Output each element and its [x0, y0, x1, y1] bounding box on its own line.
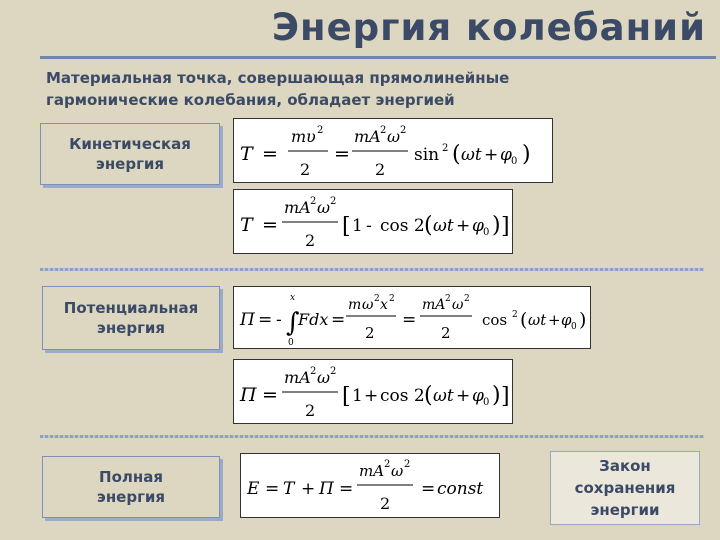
- svg-text:-: -: [366, 216, 372, 236]
- svg-text:(: (: [452, 142, 461, 167]
- svg-text:=: =: [262, 384, 278, 406]
- svg-text:0: 0: [571, 322, 577, 332]
- svg-text:ωt: ωt: [461, 145, 482, 165]
- svg-text:2: 2: [512, 310, 518, 320]
- svg-text:2: 2: [374, 294, 380, 304]
- svg-text:2: 2: [380, 125, 387, 136]
- svg-text:ωt: ωt: [433, 216, 454, 236]
- svg-text:cos 2: cos 2: [380, 386, 425, 406]
- svg-text:+: +: [484, 145, 499, 165]
- svg-text:ω: ω: [391, 462, 404, 480]
- intro-text: Материальная точка, совершающая прямолинейные гармонические колебания, обладает энергией: [46, 69, 510, 109]
- svg-text:T: T: [240, 143, 253, 165]
- svg-text:(: (: [520, 309, 528, 331]
- svg-text:П: П: [240, 310, 255, 330]
- kinetic-formula-2: [233, 189, 513, 254]
- svg-text:=: =: [262, 214, 278, 236]
- total-energy-formula-svg: [241, 454, 499, 517]
- svg-text:φ: φ: [472, 386, 484, 406]
- svg-text:E: E: [247, 479, 260, 499]
- svg-text:0: 0: [511, 156, 518, 167]
- svg-text:): ): [522, 142, 531, 167]
- svg-text:(: (: [424, 383, 433, 408]
- svg-text:m: m: [291, 127, 307, 146]
- conservation-law-box: Закон сохранения энергии: [550, 451, 700, 525]
- svg-text:0: 0: [483, 227, 490, 238]
- page-title: Энергия колебаний: [271, 6, 706, 49]
- svg-text:+: +: [456, 386, 471, 406]
- svg-text:2: 2: [317, 125, 324, 136]
- total-energy-formula: [240, 453, 500, 518]
- svg-text:ω: ω: [317, 198, 331, 217]
- svg-text:[: [: [342, 384, 351, 409]
- svg-text:2: 2: [380, 494, 391, 513]
- svg-text:=: =: [334, 143, 350, 165]
- potential-formula-2-svg: [234, 360, 512, 423]
- svg-text:+: +: [364, 386, 379, 406]
- svg-text:2: 2: [441, 324, 451, 342]
- svg-text:T: T: [283, 479, 295, 499]
- svg-text:2: 2: [365, 324, 375, 342]
- svg-text:(: (: [424, 213, 433, 238]
- svg-text:cos 2: cos 2: [380, 216, 425, 236]
- svg-text:+: +: [456, 216, 471, 236]
- svg-text:П: П: [319, 479, 334, 499]
- svg-text:ω: ω: [362, 297, 374, 313]
- svg-text:=: =: [331, 310, 346, 330]
- svg-text:+: +: [301, 479, 316, 499]
- svg-text:): ): [579, 309, 587, 331]
- svg-text:]: ]: [501, 214, 510, 239]
- svg-text:2: 2: [305, 231, 316, 250]
- kinetic-formula-1: [233, 118, 553, 183]
- svg-text:υ: υ: [306, 127, 316, 146]
- svg-text:sin: sin: [414, 145, 440, 165]
- svg-text:φ: φ: [561, 311, 572, 329]
- svg-text:ωt: ωt: [433, 386, 454, 406]
- potential-formula-1: [233, 286, 591, 349]
- svg-text:0: 0: [483, 397, 490, 408]
- potential-energy-label: Потенциальная энергия: [42, 286, 220, 350]
- svg-text:ω: ω: [387, 127, 401, 146]
- svg-text:=: =: [265, 479, 280, 499]
- svg-text:m: m: [348, 297, 362, 313]
- svg-text:2: 2: [310, 196, 317, 207]
- svg-text:mA: mA: [284, 368, 311, 387]
- svg-text:2: 2: [445, 294, 451, 304]
- svg-text:2: 2: [404, 459, 411, 470]
- svg-text:mA: mA: [284, 198, 311, 217]
- kinetic-energy-label: Кинетическая энергия: [40, 123, 220, 185]
- svg-text:2: 2: [442, 143, 449, 154]
- svg-text:=: =: [421, 479, 436, 499]
- svg-text:=: =: [258, 310, 273, 330]
- svg-text:T: T: [240, 214, 253, 236]
- svg-text:=: =: [339, 479, 354, 499]
- svg-text:П: П: [240, 384, 257, 406]
- svg-text:ω: ω: [452, 297, 464, 313]
- svg-text:φ: φ: [472, 216, 484, 236]
- svg-text:+: +: [548, 311, 561, 329]
- svg-text:): ): [492, 383, 501, 408]
- svg-text:ω: ω: [317, 368, 331, 387]
- svg-text:]: ]: [501, 384, 510, 409]
- total-energy-label: Полная энергия: [42, 456, 220, 518]
- svg-text:x: x: [290, 293, 296, 303]
- kinetic-formula-2-svg: [234, 190, 512, 253]
- svg-text:cos: cos: [482, 311, 508, 329]
- svg-text:2: 2: [330, 366, 337, 377]
- svg-text:=: =: [262, 143, 278, 165]
- svg-text:φ: φ: [500, 145, 512, 165]
- svg-text:2: 2: [400, 125, 407, 136]
- svg-text:1: 1: [352, 216, 363, 236]
- svg-text:mA: mA: [422, 297, 446, 313]
- svg-text:[: [: [342, 214, 351, 239]
- potential-formula-2: [233, 359, 513, 424]
- svg-text:2: 2: [384, 459, 391, 470]
- svg-text:2: 2: [310, 366, 317, 377]
- section-separator: [40, 268, 704, 271]
- svg-text:const: const: [437, 479, 484, 499]
- svg-text:2: 2: [464, 294, 470, 304]
- svg-text:2: 2: [389, 294, 395, 304]
- kinetic-formula-1-svg: [234, 119, 552, 182]
- svg-text:mA: mA: [359, 462, 385, 480]
- svg-text:0: 0: [288, 338, 294, 348]
- title-rule: [40, 56, 716, 59]
- svg-text:∫: ∫: [286, 308, 300, 338]
- svg-text:): ): [492, 213, 501, 238]
- svg-text:-: -: [276, 310, 282, 330]
- svg-text:Fdx: Fdx: [298, 310, 329, 329]
- svg-text:mA: mA: [354, 127, 381, 146]
- svg-text:2: 2: [330, 196, 337, 207]
- svg-text:2: 2: [375, 160, 386, 179]
- svg-text:2: 2: [300, 160, 311, 179]
- svg-text:2: 2: [305, 401, 316, 420]
- svg-text:ωt: ωt: [528, 311, 547, 329]
- section-separator: [40, 435, 704, 438]
- potential-formula-1-svg: [234, 287, 590, 348]
- svg-text:1: 1: [352, 386, 363, 406]
- svg-text:=: =: [402, 310, 417, 330]
- svg-text:x: x: [380, 297, 388, 313]
